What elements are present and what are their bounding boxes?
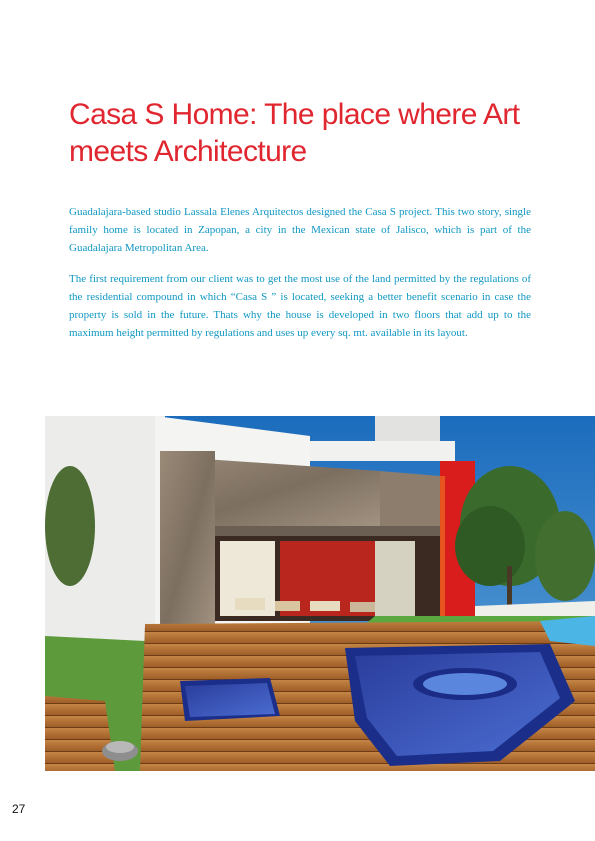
requirement-paragraph: The first requirement from our client was to get the most use of the land permitted by the regulations of the residential compound in which “Casa S ” is located, seeking a better benefit scenario in case the property is sold in the future. Thats why the house is developed in two floors that add up to the maximum height permitted by regulations and uses up every sq. mt. available in its layout. xyxy=(69,273,531,339)
house-photo xyxy=(45,416,595,771)
page-title: Casa S Home: The place where Art meets Architecture xyxy=(69,98,520,168)
page-number: 27 xyxy=(12,802,26,816)
intro-paragraph: Guadalajara-based studio Lassala Elenes Arquitectos designed the Casa S project. This two story, single family home is located in Zapopan, a city in the Mexican state of Jalisco, which is part of the Guadalajara Metropolitan Area. xyxy=(69,206,531,254)
